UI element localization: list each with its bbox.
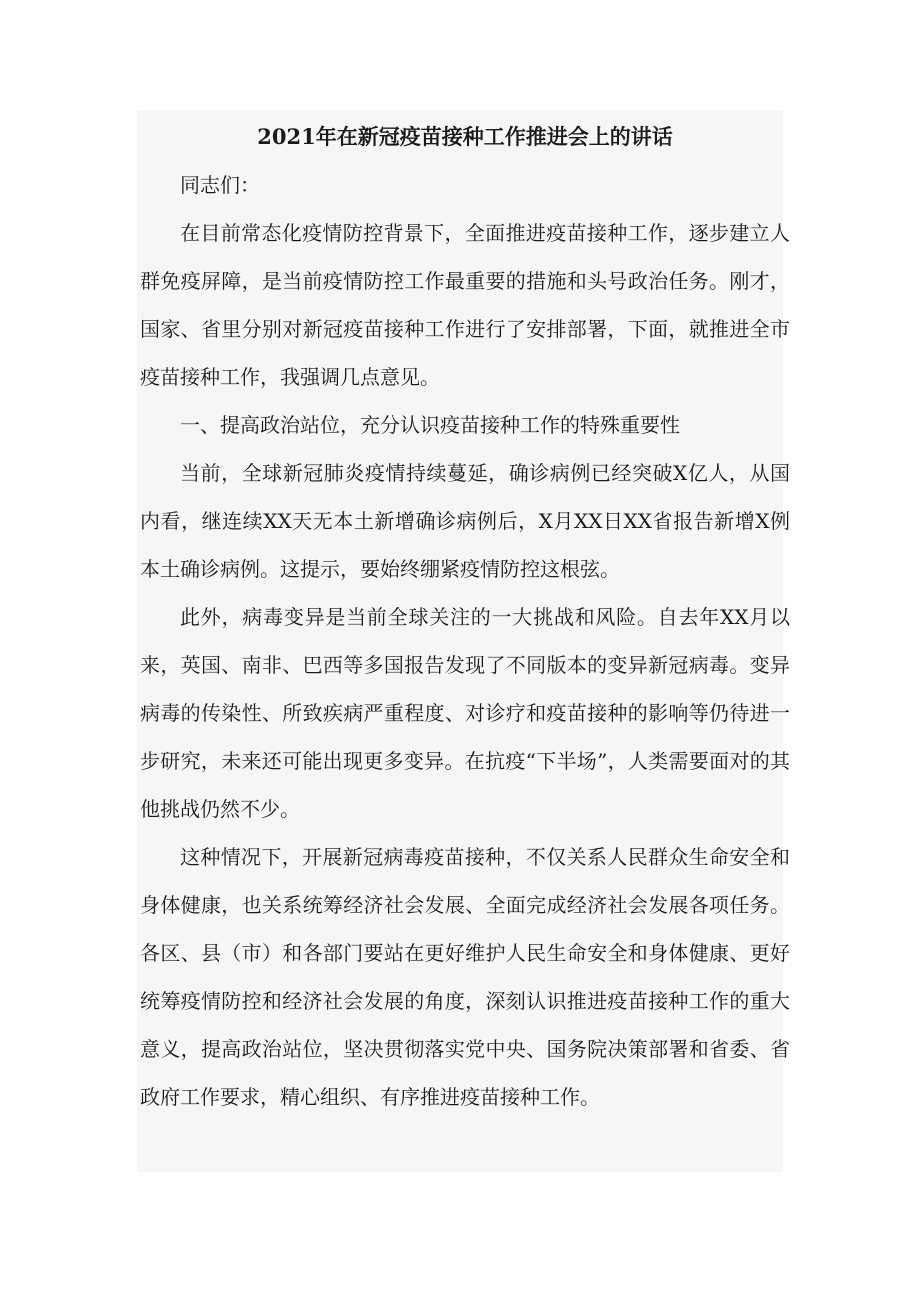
salutation: 同志们：: [180, 173, 260, 197]
document-body: [140, 113, 790, 1121]
paragraph-intro: 在目前常态化疫情防控背景下，全面推进疫苗接种工作，逐步建立人群免疫屏障，是当前疫情防控工作最重要的措施和头号政治任务。刚才，国家、省里分别对新冠疫苗接种工作进行了安排部署，下面，就推进全市疫苗接种工作，我强调几点意见。: [140, 221, 790, 389]
paragraph-significance: 这种情况下，开展新冠病毒疫苗接种，不仅关系人民群众生命安全和身体健康，也关系统筹经济社会发展、全面完成经济社会发展各项任务。各区、县（市）和各部门要站在更好维护人民生命安全和身体健康、更好统筹疫情防控和经济社会发展的角度，深刻认识推进疫苗接种工作的重大意义，提高政治站位，坚决贯彻落实党中央、国务院决策部署和省委、省政府工作要求，精心组织、有序推进疫苗接种工作。: [140, 845, 790, 1109]
section-heading-1: 一、提高政治站位，充分认识疫苗接种工作的特殊重要性: [180, 413, 680, 437]
document-title: 2021年在新冠疫苗接种工作推进会上的讲话: [257, 124, 673, 149]
paragraph-situation: 当前，全球新冠肺炎疫情持续蔓延，确诊病例已经突破X亿人，从国内看，继连续XX天无本土新增确诊病例后，X月XX日XX省报告新增X例本土确诊病例。这提示，要始终绷紧疫情防控这根弦。: [140, 461, 790, 581]
paragraph-variants: 此外，病毒变异是当前全球关注的一大挑战和风险。自去年XX月以来，英国、南非、巴西等多国报告发现了不同版本的变异新冠病毒。变异病毒的传染性、所致疾病严重程度、对诊疗和疫苗接种的影响等仍待进一步研究，未来还可能出现更多变异。在抗疫“下半场”，人类需要面对的其他挑战仍然不少。: [140, 605, 790, 821]
